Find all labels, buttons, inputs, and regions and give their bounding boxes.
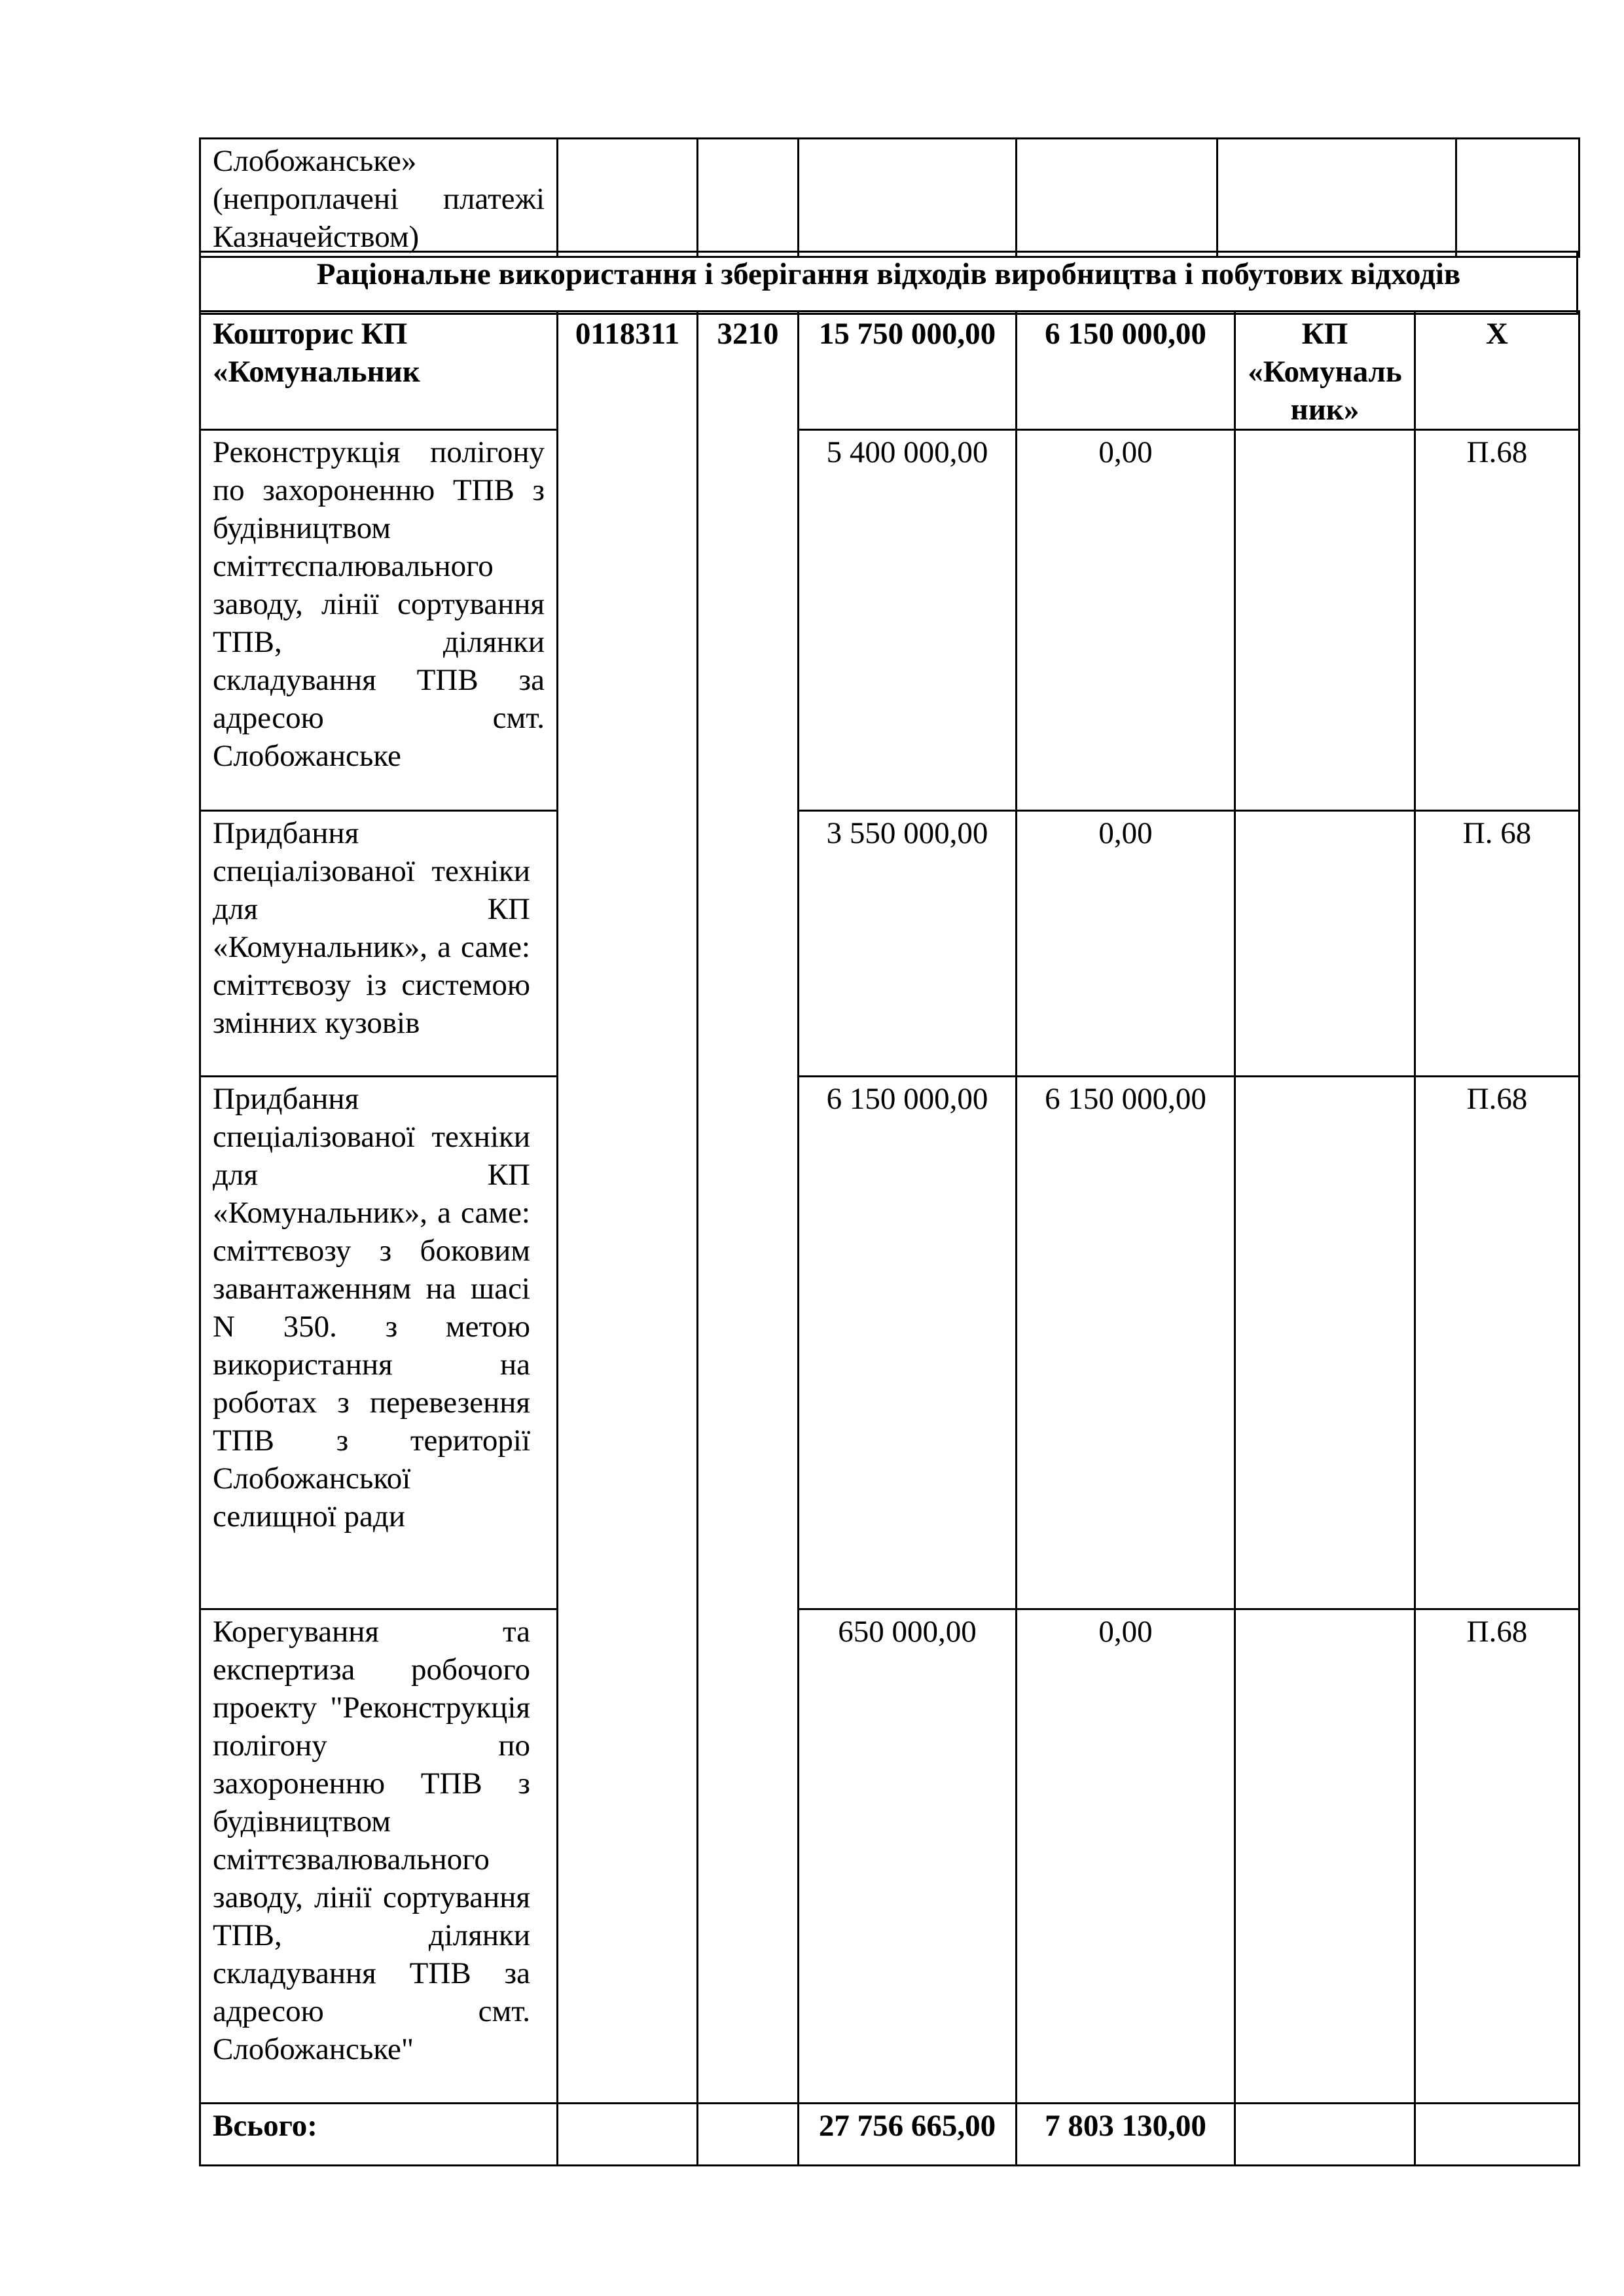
table-row xyxy=(200,139,1579,257)
grand-year-total: 7 803 130,00 xyxy=(1017,2104,1235,2166)
table-top-continuation xyxy=(199,137,1580,258)
total-amount: 6 150 000,00 xyxy=(799,1077,1017,1609)
table-row xyxy=(200,1077,1579,1609)
total-amount: 3 550 000,00 xyxy=(799,811,1017,1077)
reference: П.68 xyxy=(1415,430,1579,811)
table-row xyxy=(200,811,1579,1077)
kekv-code: 3210 xyxy=(698,312,799,2104)
description-cell: Слобожанське» (непроплачені платежі Казначейством) xyxy=(200,139,558,257)
reference: П.68 xyxy=(1415,1077,1579,1609)
year-amount: 6 150 000,00 xyxy=(1017,312,1235,430)
year-amount: 6 150 000,00 xyxy=(1017,1077,1235,1609)
description-cell: Реконструкція полігону по захороненню ТПВ з будівництвом сміттєспалювального заводу, лінії сортування ТПВ, ділянки складування ТПВ за адресою смт. Слобожанське xyxy=(200,430,558,811)
total-amount: 5 400 000,00 xyxy=(799,430,1017,811)
section-header xyxy=(199,251,1578,315)
program-code: 0118311 xyxy=(558,312,698,2104)
reference: П.68 xyxy=(1415,1609,1579,2104)
reference: П. 68 xyxy=(1415,811,1579,1077)
total-amount: 650 000,00 xyxy=(799,1609,1017,2104)
table-row xyxy=(200,1609,1579,2104)
executor: КП «Комунальник» xyxy=(1235,312,1415,430)
reference: Х xyxy=(1415,312,1579,430)
total-amount: 15 750 000,00 xyxy=(799,312,1017,430)
year-amount: 0,00 xyxy=(1017,430,1235,811)
description-cell: Корегування та експертиза робочого проекту "Реконструкція полігону по захороненню ТПВ з будівництвом сміттєзвалювального заводу, лінії сортування ТПВ, ділянки складування ТПВ за адресою смт. Слобожанське" xyxy=(200,1609,558,2104)
estimate-description: Кошторис КП «Комунальник xyxy=(200,312,558,430)
year-amount: 0,00 xyxy=(1017,1609,1235,2104)
section-title: Раціональне використання і зберігання відходів виробництва і побутових відходів xyxy=(200,252,1578,314)
description-cell: Придбання спеціалізованої техніки для КП «Комунальник», а саме: сміттєвозу із системою змінних кузовів xyxy=(200,811,558,1077)
description-cell: Придбання спеціалізованої техніки для КП «Комунальник», а саме: сміттєвозу з боковим завантаженням на шасі N 350. з метою використання на роботах з перевезення ТПВ з території Слобожанської селищної ради xyxy=(200,1077,558,1609)
estimate-row xyxy=(200,312,1579,430)
total-row xyxy=(200,2104,1579,2166)
year-amount: 0,00 xyxy=(1017,811,1235,1077)
table-row xyxy=(200,430,1579,811)
total-label: Всього: xyxy=(200,2104,558,2166)
grand-total: 27 756 665,00 xyxy=(799,2104,1017,2166)
budget-table xyxy=(199,310,1580,2166)
